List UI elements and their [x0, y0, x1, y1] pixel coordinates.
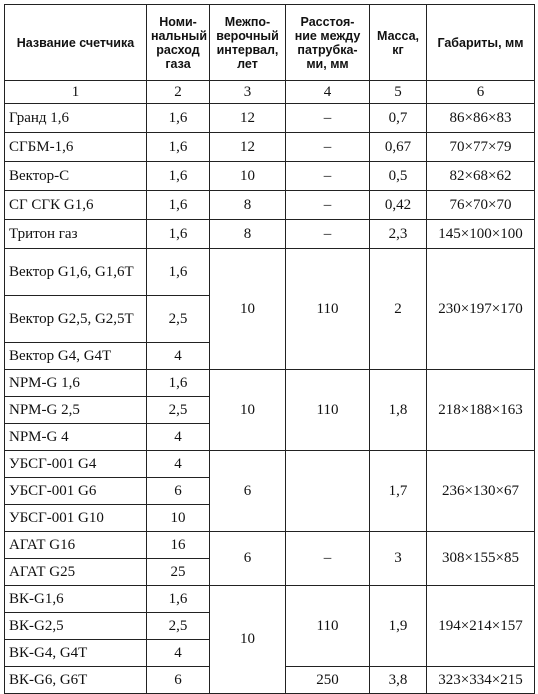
meter-mass: 0,42 [370, 191, 427, 220]
meter-flow: 25 [147, 559, 210, 586]
column-number: 3 [210, 81, 286, 104]
meter-interval: 6 [210, 532, 286, 586]
meter-name: Вектор-С [5, 162, 147, 191]
meter-mass: 2,3 [370, 220, 427, 249]
meter-name: АГАТ G16 [5, 532, 147, 559]
meter-dims: 218×188×163 [427, 370, 535, 451]
header-row [5, 5, 535, 81]
meter-distance: – [286, 191, 370, 220]
meter-flow: 1,6 [147, 104, 210, 133]
meter-name: Вектор G4, G4T [5, 343, 147, 370]
meter-name: ВК-G4, G4T [5, 640, 147, 667]
meter-distance: 110 [286, 249, 370, 370]
meter-name: Вектор G2,5, G2,5T [5, 296, 147, 343]
meter-interval: 10 [210, 586, 286, 694]
meter-flow: 1,6 [147, 586, 210, 613]
meter-dims: 86×86×83 [427, 104, 535, 133]
table-row [5, 162, 535, 191]
meter-distance: – [286, 532, 370, 586]
table-row [5, 191, 535, 220]
meter-interval: 10 [210, 249, 286, 370]
meter-dims: 308×155×85 [427, 532, 535, 586]
meter-flow: 1,6 [147, 191, 210, 220]
meter-mass: 0,67 [370, 133, 427, 162]
meter-flow: 6 [147, 478, 210, 505]
header-distance: Расстоя-ние между патрубка-ми, мм [286, 5, 370, 81]
meter-name: СГБМ-1,6 [5, 133, 147, 162]
meter-flow: 1,6 [147, 370, 210, 397]
meter-mass: 1,9 [370, 586, 427, 667]
meter-flow: 4 [147, 640, 210, 667]
meter-interval: 10 [210, 162, 286, 191]
column-number: 1 [5, 81, 147, 104]
meter-dims: 76×70×70 [427, 191, 535, 220]
meter-mass: 0,5 [370, 162, 427, 191]
meter-interval: 6 [210, 451, 286, 532]
header-name: Название счетчика [5, 5, 147, 81]
meter-flow: 4 [147, 451, 210, 478]
meter-dims: 323×334×215 [427, 667, 535, 694]
meter-name: УБСГ-001 G10 [5, 505, 147, 532]
header-mass: Масса, кг [370, 5, 427, 81]
meter-interval: 10 [210, 370, 286, 451]
meter-distance: 110 [286, 370, 370, 451]
meter-distance: – [286, 162, 370, 191]
table-row [5, 220, 535, 249]
meter-flow: 2,5 [147, 397, 210, 424]
meter-interval: 8 [210, 220, 286, 249]
meter-mass: 1,8 [370, 370, 427, 451]
meter-mass: 2 [370, 249, 427, 370]
column-number-row [5, 81, 535, 104]
meter-name: NPM-G 2,5 [5, 397, 147, 424]
meter-name: ВК-G1,6 [5, 586, 147, 613]
meter-name: NPM-G 1,6 [5, 370, 147, 397]
table-row [5, 133, 535, 162]
meter-dims: 82×68×62 [427, 162, 535, 191]
meter-flow: 16 [147, 532, 210, 559]
meter-distance: – [286, 133, 370, 162]
meter-distance: 250 [286, 667, 370, 694]
meter-name: СГ СГК G1,6 [5, 191, 147, 220]
meter-dims: 230×197×170 [427, 249, 535, 370]
meter-name: Вектор G1,6, G1,6T [5, 249, 147, 296]
meter-mass: 0,7 [370, 104, 427, 133]
meter-name: NPM-G 4 [5, 424, 147, 451]
meter-dims: 70×77×79 [427, 133, 535, 162]
column-number: 2 [147, 81, 210, 104]
meter-flow: 10 [147, 505, 210, 532]
meter-flow: 6 [147, 667, 210, 694]
meter-flow: 4 [147, 424, 210, 451]
meter-flow: 1,6 [147, 133, 210, 162]
meter-distance: – [286, 104, 370, 133]
header-interval: Межпо-верочный интервал, лет [210, 5, 286, 81]
table-row [5, 451, 535, 478]
meter-mass: 3,8 [370, 667, 427, 694]
meter-name: ВК-G2,5 [5, 613, 147, 640]
meter-name: УБСГ-001 G6 [5, 478, 147, 505]
meter-name: ВК-G6, G6T [5, 667, 147, 694]
table-row [5, 586, 535, 613]
meter-name: АГАТ G25 [5, 559, 147, 586]
table-row [5, 370, 535, 397]
meter-name: Тритон газ [5, 220, 147, 249]
meter-flow: 2,5 [147, 613, 210, 640]
meter-dims: 145×100×100 [427, 220, 535, 249]
meter-mass: 3 [370, 532, 427, 586]
meter-dims: 236×130×67 [427, 451, 535, 532]
table-row [5, 532, 535, 559]
meter-mass: 1,7 [370, 451, 427, 532]
meter-dims: 194×214×157 [427, 586, 535, 667]
meter-distance [286, 451, 370, 532]
meter-flow: 4 [147, 343, 210, 370]
header-flow: Номи-нальный расход газа [147, 5, 210, 81]
column-number: 6 [427, 81, 535, 104]
meter-flow: 1,6 [147, 220, 210, 249]
table-row [5, 249, 535, 296]
table-row [5, 104, 535, 133]
meter-interval: 12 [210, 133, 286, 162]
meter-name: УБСГ-001 G4 [5, 451, 147, 478]
meter-flow: 2,5 [147, 296, 210, 343]
meter-distance: 110 [286, 586, 370, 667]
meter-interval: 8 [210, 191, 286, 220]
meter-name: Гранд 1,6 [5, 104, 147, 133]
column-number: 4 [286, 81, 370, 104]
meter-distance: – [286, 220, 370, 249]
column-number: 5 [370, 81, 427, 104]
meter-flow: 1,6 [147, 162, 210, 191]
meter-interval: 12 [210, 104, 286, 133]
meter-flow: 1,6 [147, 249, 210, 296]
header-dims: Габариты, мм [427, 5, 535, 81]
gas-meter-table [4, 4, 535, 694]
